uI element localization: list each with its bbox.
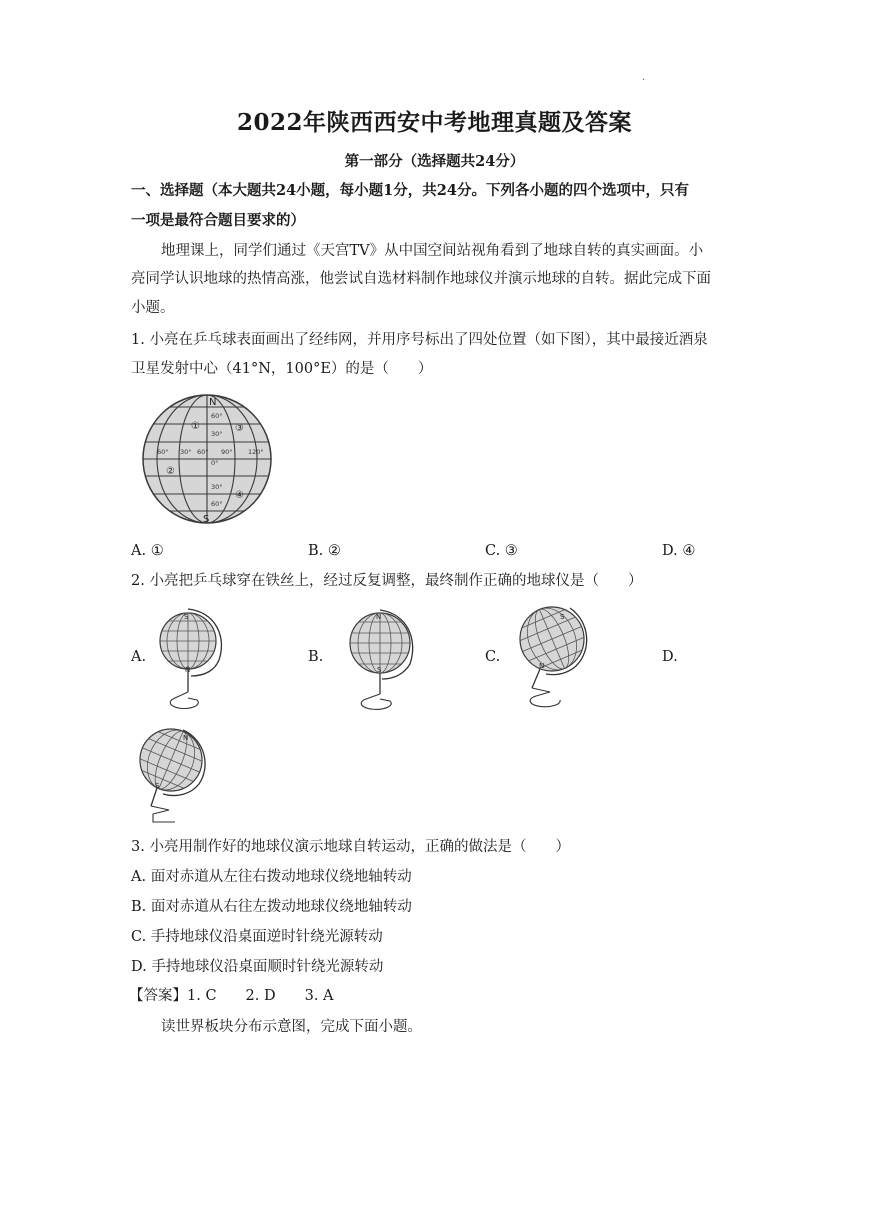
mark-4-label: ④	[235, 490, 244, 501]
q1-option-b: B. ②	[308, 543, 341, 559]
longitude-label: 60°	[197, 448, 209, 456]
longitude-label: 120°	[248, 448, 264, 456]
mark-3-label: ③	[235, 423, 244, 434]
answer-label: 【答案】	[129, 988, 187, 1004]
top-pole-label: N	[183, 734, 189, 742]
globe-option-a-figure	[155, 606, 235, 714]
globe-base	[151, 806, 175, 822]
q3-option-c: C. 手持地球仪沿桌面逆时针绕光源转动	[131, 929, 383, 945]
question-2-line1: 2. 小亮把乒乓球穿在铁丝上，经过反复调整，最终制作正确的地球仪是（ ）	[131, 573, 643, 589]
latitude-label: 0°	[211, 459, 219, 467]
longitude-label: 60°	[157, 448, 169, 456]
q2-option-d-label: D.	[662, 649, 678, 665]
passage-2: 读世界板块分布示意图，完成下面小题。	[161, 1019, 422, 1035]
passage-line2: 亮同学认识地球的热情高涨，他尝试自选材料制作地球仪并演示地球的自转。据此完成下面	[131, 271, 711, 287]
mark-2-label: ②	[166, 466, 175, 477]
globe-base	[170, 692, 198, 708]
question-1-line1: 1. 小亮在乒乓球表面画出了经纬网，并用序号标出了四处位置（如下图），其中最接近酒泉	[131, 332, 708, 348]
page-dot: .	[642, 72, 646, 83]
graticule-globe-figure	[140, 390, 275, 528]
mark-1-label: ①	[191, 421, 200, 432]
bottom-pole-label: S	[377, 666, 382, 674]
globe-base	[530, 688, 560, 707]
bottom-pole-label: S	[155, 782, 160, 790]
south-pole-label: S	[203, 514, 210, 525]
passage-line3: 小题。	[131, 300, 175, 316]
q2-option-b-label: B.	[308, 649, 324, 665]
part-heading: 第一部分（选择题共24分）	[344, 153, 525, 170]
question-3-line1: 3. 小亮用制作好的地球仪演示地球自转运动，正确的做法是（ ）	[131, 839, 570, 855]
question-1-line2: 卫星发射中心（41°N，100°E）的是（ ）	[131, 361, 433, 377]
section-instruction-line1: 一、选择题（本大题共24小题，每小题1分，共24分。下列各小题的四个选项中，只有	[131, 182, 689, 199]
longitude-label: 90°	[221, 448, 233, 456]
globe-option-d-figure	[131, 722, 217, 834]
page-title: 2022年陕西西安中考地理真题及答案	[236, 109, 632, 136]
top-pole-label: S	[560, 613, 565, 621]
top-pole-label: S	[184, 613, 189, 621]
q1-option-d: D. ④	[662, 543, 696, 559]
latitude-label: 30°	[211, 483, 223, 491]
q1-option-a: A. ①	[131, 543, 164, 559]
north-pole-label: N	[209, 397, 217, 408]
section-instruction-line2: 一项是最符合题目要求的）	[131, 212, 305, 229]
passage-line1: 地理课上，同学们通过《天宫TV》从中国空间站视角看到了地球自转的真实画面。小	[161, 243, 704, 259]
bottom-pole-label: N	[185, 666, 191, 674]
globe-base	[361, 694, 391, 709]
latitude-label: 60°	[211, 412, 223, 420]
globe-option-b-figure	[342, 606, 422, 714]
globe-option-c-figure	[510, 602, 600, 714]
axis-wire	[532, 669, 540, 688]
axis-wire	[151, 788, 157, 806]
q3-option-b: B. 面对赤道从右往左拨动地球仪绕地轴转动	[131, 899, 412, 915]
longitude-label: 30°	[180, 448, 192, 456]
q3-option-a: A. 面对赤道从左往右拨动地球仪绕地轴转动	[131, 869, 412, 885]
latitude-label: 30°	[211, 430, 223, 438]
q1-option-c: C. ③	[485, 543, 518, 559]
bottom-pole-label: N	[539, 662, 545, 670]
answer-line	[129, 986, 739, 1006]
q3-option-d: D. 手持地球仪沿桌面顺时针绕光源转动	[131, 959, 384, 975]
latitude-label: 60°	[211, 500, 223, 508]
top-pole-label: N	[376, 613, 382, 621]
answer-text: 1. C 2. D 3. A	[187, 988, 334, 1004]
q2-option-c-label: C.	[485, 649, 501, 665]
q2-option-a-label: A.	[131, 649, 147, 665]
